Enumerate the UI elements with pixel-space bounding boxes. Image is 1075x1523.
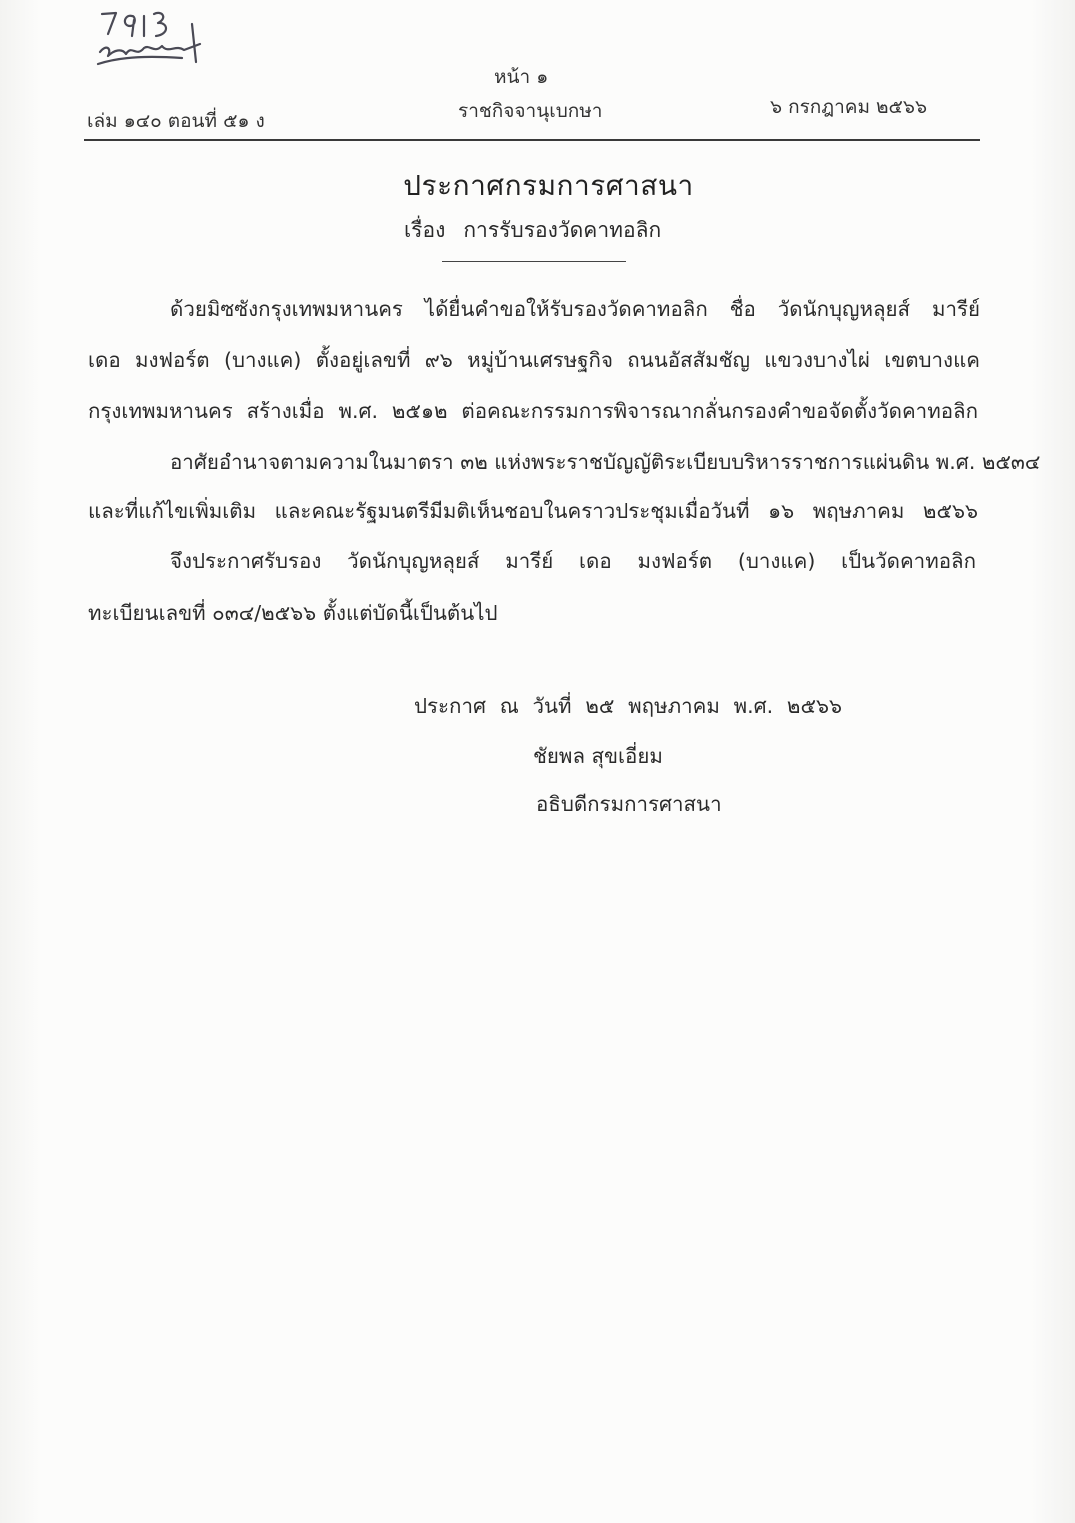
body-line: อาศัยอำนาจตามความในมาตรา ๓๒ แห่งพระราชบัญญัติระเบียบบริหารราชการแผ่นดิน พ.ศ. ๒๕๓๔ bbox=[170, 450, 1041, 474]
volume-issue: เล่ม ๑๔๐ ตอนที่ ๕๑ ง bbox=[87, 110, 265, 132]
signatory-position: อธิบดีกรมการศาสนา bbox=[536, 792, 722, 816]
announcement-date: ประกาศ ณ วันที่ ๒๕ พฤษภาคม พ.ศ. ๒๕๖๖ bbox=[414, 694, 842, 718]
subject-text: การรับรองวัดคาทอลิก bbox=[463, 218, 662, 242]
page-number: หน้า ๑ bbox=[494, 66, 549, 88]
body-line: และที่แก้ไขเพิ่มเติม และคณะรัฐมนตรีมีมติเห็นชอบในคราวประชุมเมื่อวันที่ ๑๖ พฤษภาคม ๒๕๖๖ bbox=[88, 499, 978, 523]
body-line: กรุงเทพมหานคร สร้างเมื่อ พ.ศ. ๒๕๑๒ ต่อคณะกรรมการพิจารณากลั่นกรองคำขอจัดตั้งวัดคาทอลิก bbox=[88, 399, 978, 423]
body-line: เดอ มงฟอร์ต (บางแค) ตั้งอยู่เลขที่ ๙๖ หมู่บ้านเศรษฐกิจ ถนนอัสสัมชัญ แขวงบางไผ่ เขตบางแค bbox=[88, 348, 980, 372]
subject-label: เรื่อง bbox=[404, 218, 446, 242]
body-line: ทะเบียนเลขที่ ๐๓๔/๒๕๖๖ ตั้งแต่บัดนี้เป็นต้นไป bbox=[88, 601, 498, 625]
body-line: จึงประกาศรับรอง วัดนักบุญหลุยส์ มารีย์ เดอ มงฟอร์ต (บางแค) เป็นวัดคาทอลิก bbox=[170, 549, 976, 573]
header-divider bbox=[84, 139, 980, 141]
title-divider bbox=[442, 261, 626, 262]
announcement-subject bbox=[404, 214, 661, 247]
body-line: ด้วยมิซซังกรุงเทพมหานคร ได้ยื่นคำขอให้รับรองวัดคาทอลิก ชื่อ วัดนักบุญหลุยส์ มารีย์ bbox=[170, 297, 980, 321]
gazette-name: ราชกิจจานุเบกษา bbox=[458, 100, 603, 122]
announcement-title: ประกาศกรมการศาสนา bbox=[403, 169, 694, 202]
publication-date: ๖ กรกฎาคม ๒๕๖๖ bbox=[770, 96, 928, 118]
handwritten-annotation bbox=[92, 4, 222, 76]
signatory-name: ชัยพล สุขเอี่ยม bbox=[533, 744, 663, 768]
